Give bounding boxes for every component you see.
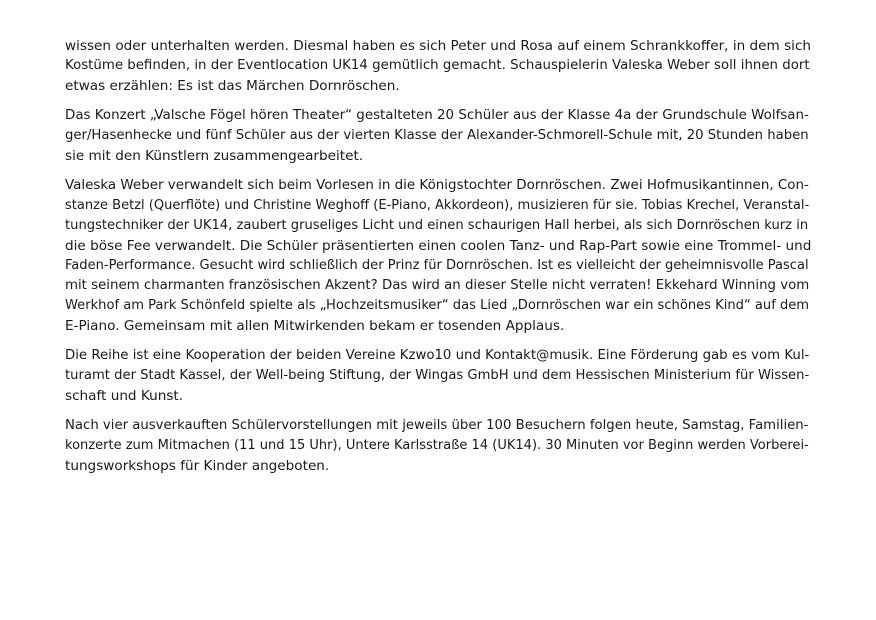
text-line: Valeska Weber verwandelt sich beim Vorlesen in die Königstochter Dornröschen. Zwei Hofmusikantinnen, Con-	[65, 178, 809, 193]
text-line: schaft und Kunst.	[65, 388, 184, 404]
text-line: stanze Betzl (Querflöte) und Christine Weghoff (E-Piano, Akkordeon), musizieren für sie. Tobias Krechel, Veranstal-	[65, 198, 810, 213]
text-line: turamt der Stadt Kassel, der Well-being Stiftung, der Wingas GmbH und dem Hessischen Ministerium für Wissen-	[65, 368, 810, 383]
text-line: Die Reihe ist eine Kooperation der beiden Vereine Kzwo10 und Kontakt@musik. Eine Förderung gab es vom Kul-	[65, 348, 810, 363]
paragraph-concert	[65, 106, 813, 166]
paragraph-sponsors	[65, 346, 813, 406]
text-line: etwas erzählen: Es ist das Märchen Dornröschen.	[65, 78, 400, 94]
text-line: E-Piano. Gemeinsam mit allen Mitwirkenden bekam er tosenden Applaus.	[65, 318, 565, 334]
text-line: konzerte zum Mitmachen (11 und 15 Uhr), Untere Karlsstraße 14 (UK14). 30 Minuten vor Beginn werden Vorberei-	[65, 438, 809, 453]
text-line: Nach vier ausverkauften Schülervorstellungen mit jeweils über 100 Besuchern folgen heute, Samstag, Familien-	[65, 418, 809, 433]
text-line: Werkhof am Park Schönfeld spielte als „Hochzeitsmusiker“ das Lied „Dornröschen war ein schönes Kind“ auf dem	[65, 298, 810, 313]
text-line: tungstechniker der UK14, zaubert gruseliges Licht und einen schaurigen Hall herbei, als sich Dornröschen kurz in	[65, 218, 809, 233]
text-line: ger/Hasenhecke und fünf Schüler aus der vierten Klasse der Alexander-Schmorell-Schule mit, 20 Stunden haben	[65, 128, 809, 143]
paragraph-performance	[65, 176, 813, 336]
text-line: Faden-Performance. Gesucht wird schließlich der Prinz für Dornröschen. Ist es vielleicht der geheimnisvolle Pascal	[65, 258, 809, 273]
paragraph-schedule	[65, 416, 813, 476]
text-line: die böse Fee verwandelt. Die Schüler präsentierten einen coolen Tanz- und Rap-Part sowie eine Trommel- und	[65, 238, 812, 254]
text-line: sie mit den Künstlern zusammengearbeitet.	[65, 148, 364, 164]
paragraph-intro	[65, 36, 813, 96]
text-line: mit seinem charmanten französischen Akzent? Das wird an dieser Stelle nicht verraten! Ekkehard Winning vom	[65, 278, 810, 293]
text-line: tungsworkshops für Kinder angeboten.	[65, 458, 330, 474]
text-line: Das Konzert „Valsche Fögel hören Theater“ gestalteten 20 Schüler aus der Klasse 4a der Grundschule Wolfsan-	[65, 108, 809, 123]
text-line: wissen oder unterhalten werden. Diesmal haben es sich Peter und Rosa auf einem Schrankkoffer, in dem sich	[65, 38, 812, 54]
text-line: Kostüme befinden, in der Eventlocation UK14 gemütlich gemacht. Schauspielerin Valeska Weber soll ihnen dort	[65, 58, 810, 73]
article-body	[65, 36, 813, 486]
